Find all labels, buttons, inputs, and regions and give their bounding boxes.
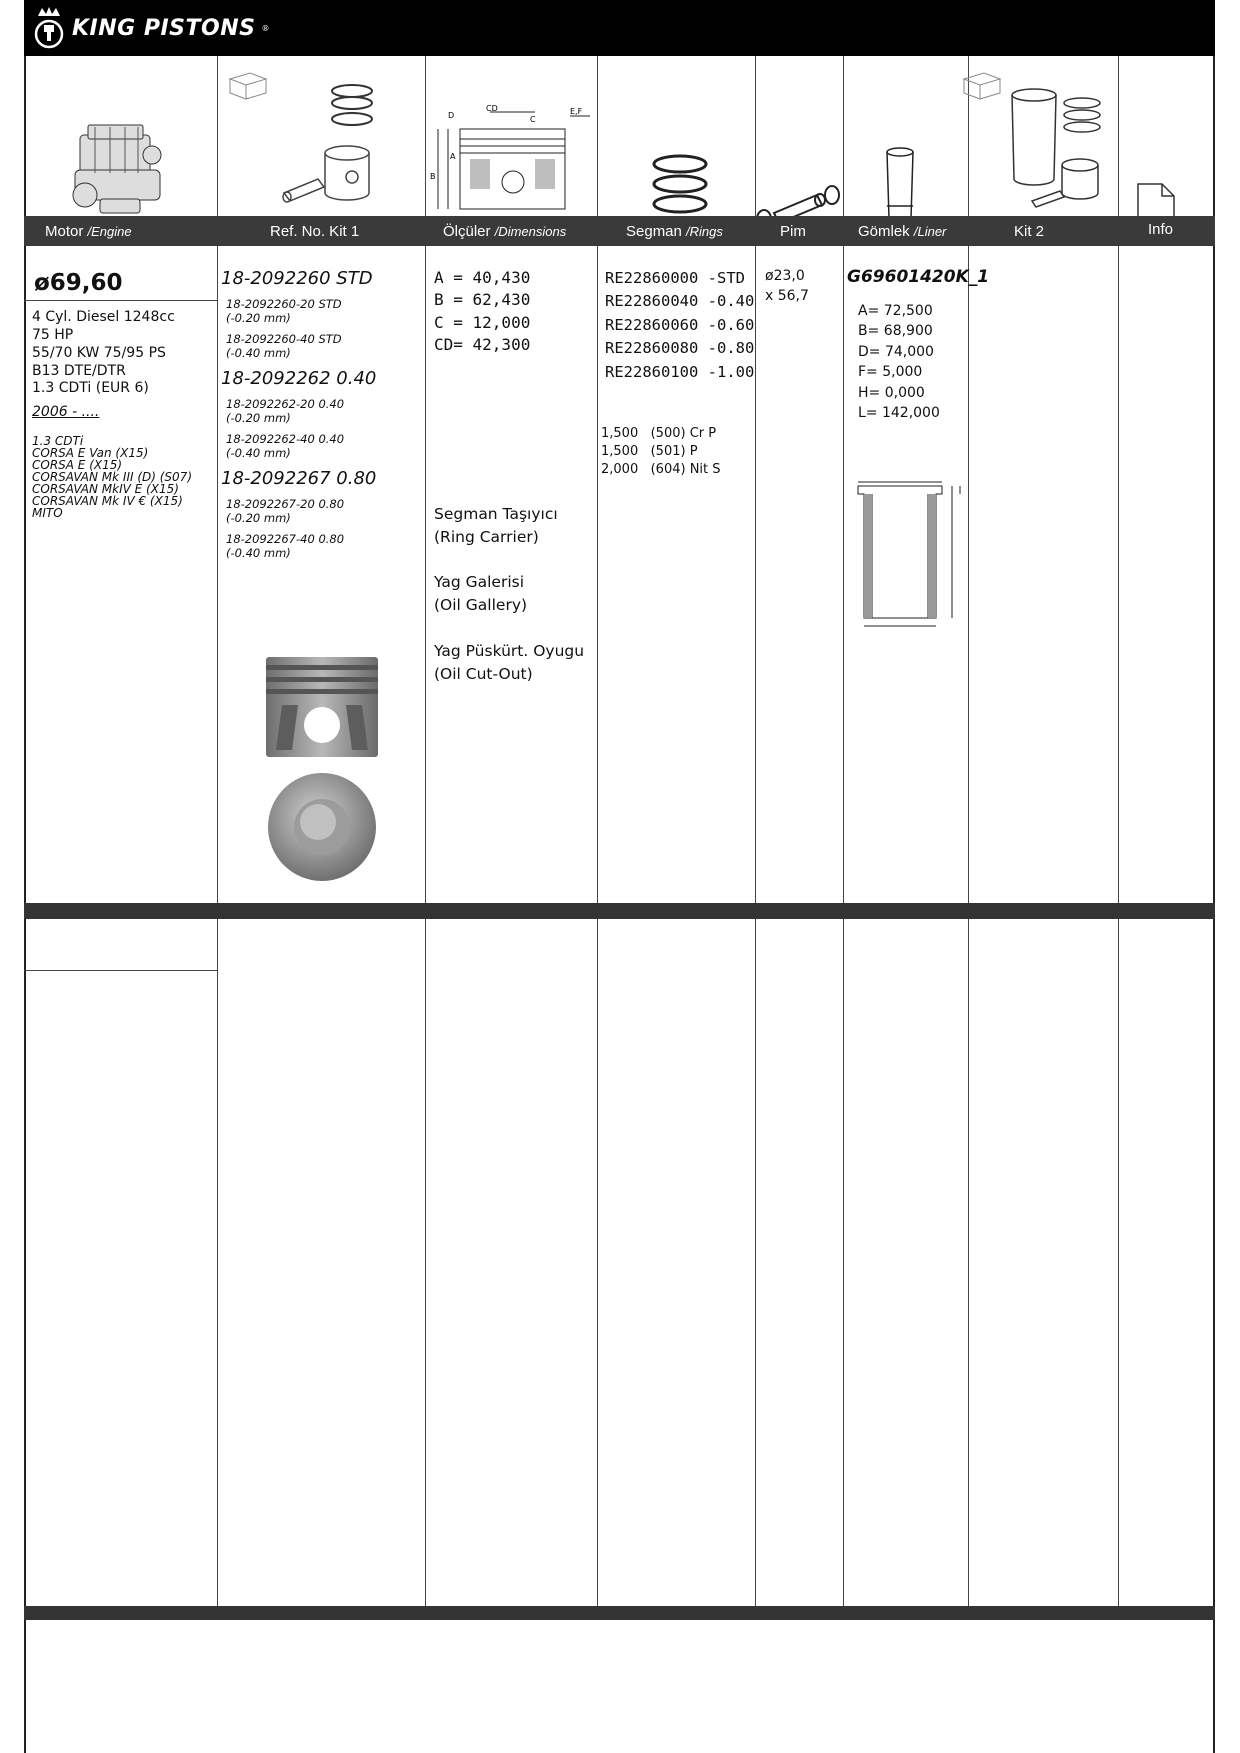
col-divider — [755, 56, 756, 1606]
ref-sub[interactable]: 18-2092262-20 0.40 — [226, 397, 345, 411]
engine-model: CORSAVAN Mk III (D) (S07) — [32, 470, 193, 484]
ref-sub-note: (-0.40 mm) — [226, 546, 291, 560]
piston-top-photo — [262, 772, 382, 882]
feature-label: Yag Püskürt. Oyugu — [434, 642, 585, 660]
diagram-label-d: D — [448, 111, 455, 120]
ring-part-number[interactable]: RE22860100 -1.00 — [605, 363, 755, 381]
engine-model: MITO — [32, 506, 63, 520]
col-divider — [217, 56, 218, 1606]
engine-model: CORSA E Van (X15) — [32, 446, 149, 460]
brand-name: KING PISTONS — [72, 15, 256, 41]
feature-label-en: (Ring Carrier) — [434, 528, 539, 546]
ref-sub[interactable]: 18-2092267-40 0.80 — [226, 532, 345, 546]
registered-mark: ® — [261, 23, 270, 33]
ref-sub-note: (-0.40 mm) — [226, 346, 291, 360]
ring-part-number[interactable]: RE22860060 -0.60 — [605, 316, 755, 334]
kit1-illustration — [222, 64, 422, 224]
engine-model: 1.3 CDTi — [32, 434, 84, 448]
header-info: Info — [1148, 221, 1174, 238]
col-divider — [597, 56, 598, 1606]
ref-main[interactable]: 18-2092260 STD — [221, 268, 373, 289]
engine-year: 2006 - .... — [32, 404, 100, 420]
engine-empty-underline — [24, 970, 217, 971]
liner-dimension: D= 74,000 — [858, 344, 934, 360]
ring-spec: 1,500 (501) P — [601, 444, 698, 459]
diagram-label-a: A — [450, 152, 456, 161]
liner-dimension: B= 68,900 — [858, 323, 933, 339]
liner-dimension: H= 0,000 — [858, 385, 925, 401]
dimension-value: CD= 42,300 — [434, 335, 531, 354]
box-icon — [964, 73, 1000, 99]
ref-main[interactable]: 18-2092267 0.80 — [221, 468, 377, 489]
diagram-label-b: B — [430, 172, 436, 181]
col-divider — [843, 56, 844, 1606]
ring-part-number[interactable]: RE22860040 -0.40 — [605, 292, 755, 310]
ref-sub[interactable]: 18-2092267-20 0.80 — [226, 497, 345, 511]
ref-sub-note: (-0.20 mm) — [226, 411, 291, 425]
dimension-value: C = 12,000 — [434, 313, 531, 332]
ring-spec: 1,500 (500) Cr P — [601, 426, 717, 441]
header-dimensions: Ölçüler /Dimensions — [443, 223, 567, 240]
feature-label-en: (Oil Cut-Out) — [434, 665, 533, 683]
ring-part-number[interactable]: RE22860080 -0.80 — [605, 339, 755, 357]
pin-illustration — [752, 128, 842, 288]
engine-spec-line: 1.3 CDTi (EUR 6) — [32, 380, 149, 396]
feature-label: Segman Taşıyıcı — [434, 505, 558, 523]
feature-label: Yag Galerisi — [434, 573, 525, 591]
diagram-label-ef: E,F — [570, 107, 583, 116]
rings-illustration — [640, 110, 720, 270]
diagram-label-cd: CD — [486, 104, 498, 113]
liner-dimension: A= 72,500 — [858, 303, 933, 319]
ref-sub-note: (-0.20 mm) — [226, 311, 291, 325]
liner-dimension: F= 5,000 — [858, 364, 923, 380]
col-divider — [1118, 56, 1119, 1606]
brand-logo — [32, 6, 269, 50]
document-icon[interactable] — [1136, 128, 1176, 288]
ref-sub-note: (-0.20 mm) — [226, 511, 291, 525]
header-rings: Segman /Rings — [626, 223, 723, 240]
section-separator — [24, 903, 1215, 919]
feature-label-en: (Oil Gallery) — [434, 596, 528, 614]
engine-model: CORSAVAN MkIV E (X15) — [32, 482, 179, 496]
header-pin: Pim — [780, 223, 806, 240]
engine-bore: ø69,60 — [34, 270, 123, 296]
liner-dimension: L= 142,000 — [858, 405, 940, 421]
engine-spec-line: 75 HP — [32, 327, 74, 343]
dimension-value: B = 62,430 — [434, 290, 531, 309]
pin-length: x 56,7 — [765, 288, 809, 304]
dimension-value: A = 40,430 — [434, 268, 531, 287]
pin-diameter: ø23,0 — [765, 268, 805, 284]
liner-code[interactable]: G69601420K_1 — [847, 267, 990, 287]
col-divider — [425, 56, 426, 1606]
engine-model: CORSA E (X15) — [32, 458, 123, 472]
engine-bore-underline — [24, 300, 217, 301]
crown-piston-icon — [32, 6, 66, 50]
ref-sub[interactable]: 18-2092260-20 STD — [226, 297, 342, 311]
header-engine: Motor /Engine — [45, 223, 132, 240]
liner-drawing — [852, 480, 964, 630]
ref-sub[interactable]: 18-2092260-40 STD — [226, 332, 342, 346]
ref-main[interactable]: 18-2092262 0.40 — [221, 368, 377, 389]
engine-spec-line: 55/70 KW 75/95 PS — [32, 345, 166, 361]
piston-side-photo — [262, 655, 382, 760]
header-kit2: Kit 2 — [1014, 223, 1045, 240]
ref-sub[interactable]: 18-2092262-40 0.40 — [226, 432, 345, 446]
section-separator — [24, 1606, 1215, 1620]
diagram-label-c: C — [530, 115, 536, 124]
ring-part-number[interactable]: RE22860000 -STD — [605, 269, 745, 287]
box-icon — [230, 73, 266, 99]
engine-spec-line: 4 Cyl. Diesel 1248cc — [32, 309, 175, 325]
kit2-illustration — [962, 64, 1112, 224]
ring-spec: 2,000 (604) Nit S — [601, 462, 721, 477]
engine-spec-line: B13 DTE/DTR — [32, 363, 126, 379]
ref-sub-note: (-0.40 mm) — [226, 446, 291, 460]
col-divider — [968, 56, 969, 1606]
header-liner: Gömlek /Liner — [858, 223, 947, 240]
engine-model: CORSAVAN Mk IV € (X15) — [32, 494, 183, 508]
page-frame — [24, 0, 1215, 1753]
header-ref-kit1: Ref. No. Kit 1 — [270, 223, 360, 240]
